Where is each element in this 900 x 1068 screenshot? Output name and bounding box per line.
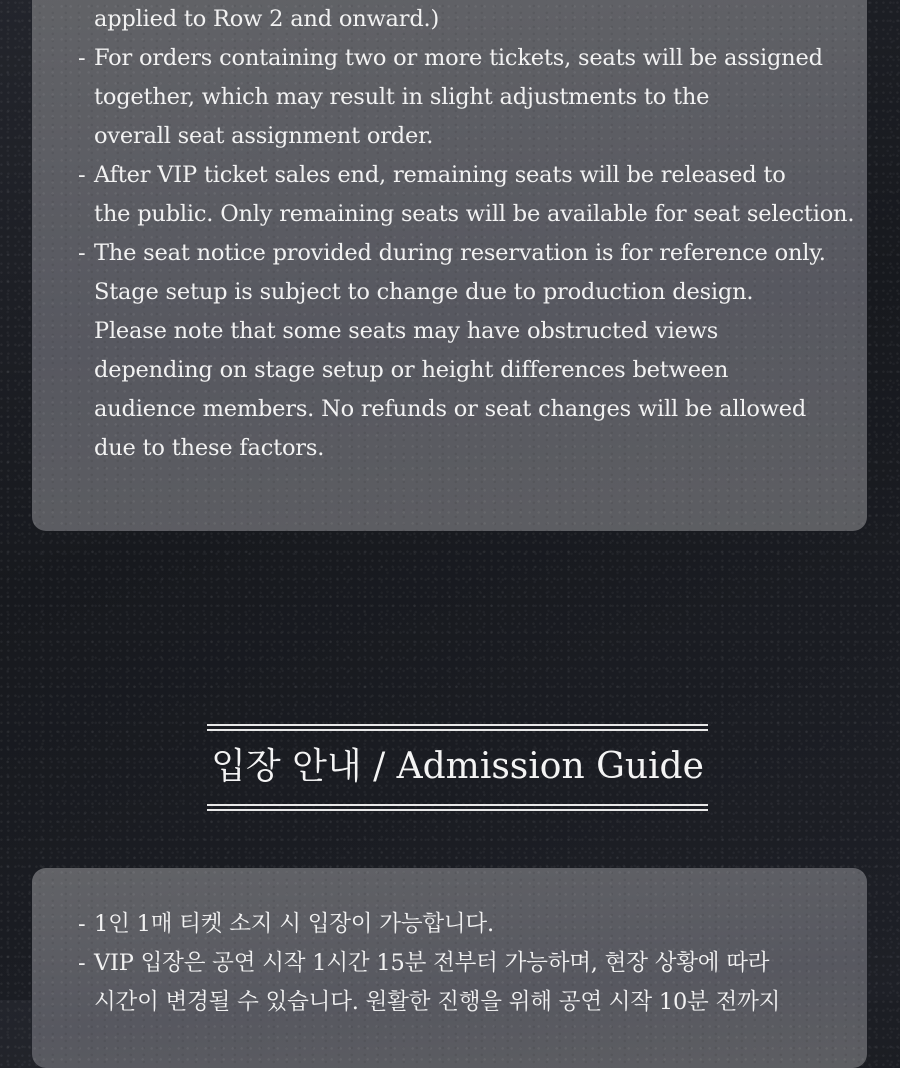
list-dash: -: [78, 240, 86, 266]
list-dash: -: [78, 45, 86, 71]
seat-notice-item: [78, 156, 861, 234]
note-line: After VIP ticket sales end, remaining seats will be released to: [94, 162, 786, 188]
note-line: The seat notice provided during reservation is for reference only.: [94, 240, 826, 266]
list-dash: -: [78, 162, 86, 188]
section-title: 입장 안내 / Admission Guide: [211, 746, 704, 787]
heading-top-double-rule: [207, 724, 708, 732]
list-dash: -: [78, 950, 86, 976]
seat-notice-list: [78, 0, 861, 468]
seat-notice-item: [78, 0, 861, 39]
note-line: Please note that some seats may have obstructed views: [94, 318, 719, 344]
note-line: VIP 입장은 공연 시작 1시간 15분 전부터 가능하며, 현장 상황에 따라: [94, 950, 770, 976]
admission-guide-item: [78, 944, 861, 1022]
admission-guide-heading: [207, 724, 708, 813]
seat-notice-card: [32, 0, 867, 531]
note-line: together, which may result in slight adjustments to the: [94, 84, 710, 110]
seat-notice-item: [78, 39, 861, 156]
note-line: the public. Only remaining seats will be available for seat selection.: [94, 201, 855, 227]
note-line: overall seat assignment order.: [94, 123, 434, 149]
note-line: applied to Row 2 and onward.): [94, 6, 440, 32]
admission-guide-list: [78, 905, 861, 1022]
note-line: due to these factors.: [94, 435, 325, 461]
seat-notice-item: [78, 234, 861, 468]
note-line: depending on stage setup or height differences between: [94, 357, 729, 383]
note-line: 시간이 변경될 수 있습니다. 원활한 진행을 위해 공연 시작 10분 전까지: [94, 989, 781, 1015]
note-line: 1인 1매 티켓 소지 시 입장이 가능합니다.: [94, 911, 494, 937]
list-dash: -: [78, 911, 86, 937]
note-line: audience members. No refunds or seat changes will be allowed: [94, 396, 807, 422]
admission-guide-card: [32, 868, 867, 1068]
note-line: Stage setup is subject to change due to production design.: [94, 279, 754, 305]
note-line: For orders containing two or more tickets, seats will be assigned: [94, 45, 823, 71]
heading-bottom-double-rule: [207, 804, 708, 812]
admission-guide-item: [78, 905, 861, 944]
